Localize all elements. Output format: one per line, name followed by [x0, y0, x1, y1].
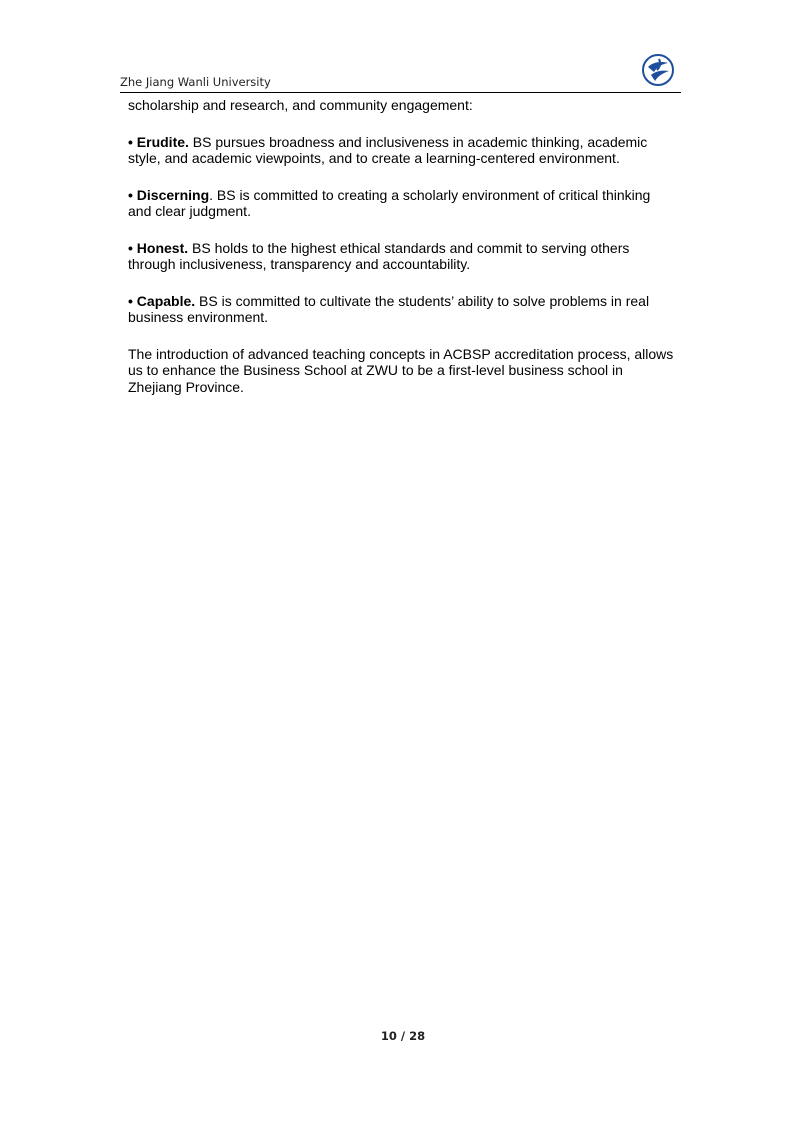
bullet-honest — [128, 240, 676, 273]
university-logo-icon — [641, 53, 675, 87]
bullet-text: BS is committed to cultivate the students’ ability to solve problems in real business environment. — [128, 292, 650, 325]
page-total: 28 — [409, 1029, 426, 1043]
bullet-text: . BS is committed to creating a scholarly environment of critical thinking and clear judgment. — [128, 186, 651, 219]
body-content — [128, 97, 676, 415]
bullet-term: Erudite. — [136, 133, 189, 150]
bullet-text: BS pursues broadness and inclusiveness in academic thinking, academic style, and academic viewpoints, and to create a learning-centered environment. — [128, 133, 648, 166]
bullet-marker: • — [128, 292, 133, 309]
intro-paragraph: scholarship and research, and community engagement: — [128, 97, 473, 113]
page-header — [120, 52, 681, 93]
bullet-marker: • — [128, 133, 133, 150]
bullet-term: Discerning — [136, 186, 210, 203]
page-separator: / — [396, 1029, 410, 1043]
page-number — [0, 1029, 800, 1043]
header-university-name: Zhe Jiang Wanli University — [120, 75, 271, 89]
bullet-discerning — [128, 187, 676, 220]
closing-paragraph: The introduction of advanced teaching concepts in ACBSP accreditation process, allows us to enhance the Business School at ZWU to be a first-level business school in Zhejiang Province. — [128, 345, 674, 395]
bullet-term: Honest. — [136, 239, 189, 256]
bullet-text: BS holds to the highest ethical standards and commit to serving others through inclusiveness, transparency and accountability. — [128, 239, 630, 272]
bullet-term: Capable. — [136, 292, 196, 309]
bullet-marker: • — [128, 186, 133, 203]
bullet-capable — [128, 293, 676, 326]
page-current: 10 — [380, 1029, 397, 1043]
bullet-marker: • — [128, 239, 133, 256]
bullet-erudite — [128, 134, 676, 167]
